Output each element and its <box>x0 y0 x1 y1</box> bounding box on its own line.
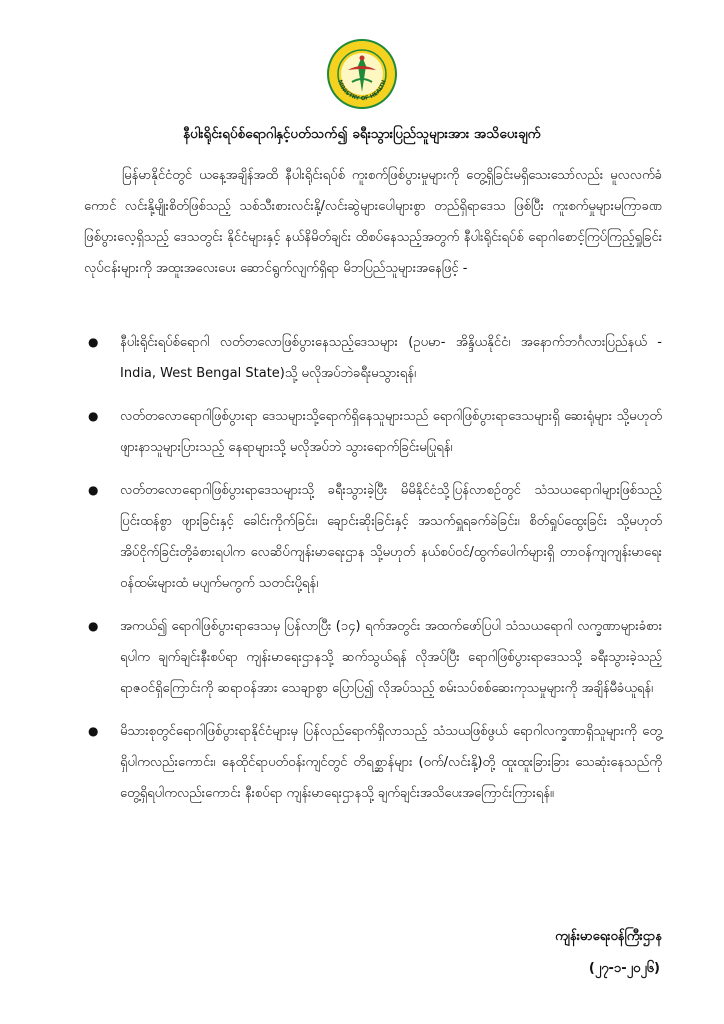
list-item-text: အကယ်၍ ရောဂါဖြစ်ပွားရာဒေသမှ ပြန်လာပြီး (၁၄) ရက်အတွင်း အထက်ဖော်ပြပါ သံသယရောဂါ လက္ခဏာများခံစားရပါက ချက်ချင်းနီးစပ်ရာ ကျန်းမာရေးဌာနသို့ ဆက်သွယ်ရန် လိုအပ်ပြီး ရောဂါဖြစ်ပွားရာဒေသသို့ ခရီးသွားခဲ့သည့်ရာဇဝင်ရှိကြောင်းကို ဆရာဝန်အား သေချာစွာ ပြောပြ၍ လိုအပ်သည့် စမ်းသပ်စစ်ဆေးကုသမှုများကို အချိန်မီခံယူရန်၊ <box>120 619 662 696</box>
logo-text: MINISTRY OF HEALTH <box>336 79 388 103</box>
list-item-text: လတ်တလောရောဂါဖြစ်ပွားရာ ဒေသများသို့ရောက်ရှိနေသူများသည် ရောဂါဖြစ်ပွားရာဒေသများရှိ ဆေးရုံများ သို့မဟုတ် ဖျားနာသူများပြားသည့် နေရာများသို့ မလိုအပ်ဘဲ သွားရောက်ခြင်းမပြုရန်၊ <box>120 409 662 455</box>
list-item <box>84 401 662 463</box>
list-item-text: လတ်တလောရောဂါဖြစ်ပွားရာဒေသများသို့ ခရီးသွားခဲ့ပြီး မိမိနိုင်ငံသို့ပြန်လာစဉ်တွင် သံသယရောဂါများဖြစ်သည့် ပြင်းထန်စွာ ဖျားခြင်းနှင့် ခေါင်းကိုက်ခြင်း၊ ချောင်းဆိုးခြင်းနှင့် အသက်ရှူရခက်ခဲခြင်း၊ စိတ်ရှုပ်ထွေးခြင်း သို့မဟုတ် အိပ်ငိုက်ခြင်းတို့ခံစားရပါက လေဆိပ်ကျန်းမာရေးဌာန သို့မဟုတ် နယ်စပ်ဝင်/ထွက်ပေါက်များရှိ တာဝန်ကျကျန်းမာရေးဝန်ထမ်းများထံ မပျက်မကွက် သတင်းပို့ရန်၊ <box>120 483 662 591</box>
list-item <box>84 327 662 389</box>
issuer-signature: ကျန်းမာရေးဝန်ကြီးဌာန <box>555 929 662 944</box>
advice-list <box>84 327 662 821</box>
bullet-icon: ● <box>88 409 99 423</box>
ministry-of-health-logo <box>326 38 398 110</box>
list-item <box>84 716 662 809</box>
document-title: နီပါးရိုင်းရပ်စ်ရောဂါနှင့်ပတ်သက်၍ ခရီးသွားပြည်သူများအား အသိပေးချက် <box>183 126 541 142</box>
list-item <box>84 611 662 704</box>
list-item-text: မိသားစုတွင်ရောဂါဖြစ်ပွားရာနိုင်ငံများမှ ပြန်လည်ရောက်ရှိလာသည့် သံသယဖြစ်ဖွယ် ရောဂါလက္ခဏာရှိသူများကို တွေ့ရှိပါကလည်းကောင်း၊ နေထိုင်ရာပတ်ဝန်းကျင်တွင် တိရစ္ဆာန်များ (ဝက်/လင်းနို့)တို့ ထူးထူးခြားခြား သေဆုံးနေသည်ကိုတွေ့ရှိရပါကလည်းကောင်း နီးစပ်ရာ ကျန်းမာရေးဌာနသို့ ချက်ချင်းအသိပေးအကြောင်းကြားရန်။ <box>120 724 662 801</box>
bullet-icon: ● <box>88 335 99 349</box>
issue-date: (၂၇-၁-၂၀၂၆) <box>588 961 660 976</box>
intro-paragraph: မြန်မာနိုင်ငံတွင် ယနေ့အချိန်အထိ နီပါးရိုင်းရပ်စ် ကူးစက်ဖြစ်ပွားမှုများကို တွေ့ရှိခြင်းမရှိသေးသော်လည်း မူလလက်ခံကောင် လင်းနို့မျိုးစိတ်ဖြစ်သည့် သစ်သီးစားလင်းနို့/လင်းဆွဲများပေါများစွာ တည်ရှိရာဒေသ ဖြစ်ပြီး ကူးစက်မှုများမကြာခဏဖြစ်ပွားလေ့ရှိသည့် ဒေသတွင်း နိုင်ငံများနှင့် နယ်နိမိတ်ချင်း ထိစပ်နေသည့်အတွက် နီပါးရိုင်းရပ်စ် ရောဂါစောင့်ကြပ်ကြည့်ရှုခြင်းလုပ်ငန်းများကို အထူးအလေးပေး ဆောင်ရွက်လျက်ရှိရာ မိဘပြည်သူများအနေဖြင့် - <box>84 168 662 276</box>
bullet-icon: ● <box>88 483 99 497</box>
list-item <box>84 475 662 599</box>
list-item-text: နီပါးရိုင်းရပ်စ်ရောဂါ လတ်တလောဖြစ်ပွားနေသည့်ဒေသများ (ဥပမာ- အိန္ဒိယနိုင်ငံ၊ အနောက်ဘင်္ဂလားပြည်နယ် - India, West Bengal State)သို့ မလိုအပ်ဘဲခရီးမသွားရန်၊ <box>120 335 662 381</box>
bullet-icon: ● <box>88 724 99 738</box>
bullet-icon: ● <box>88 619 99 633</box>
